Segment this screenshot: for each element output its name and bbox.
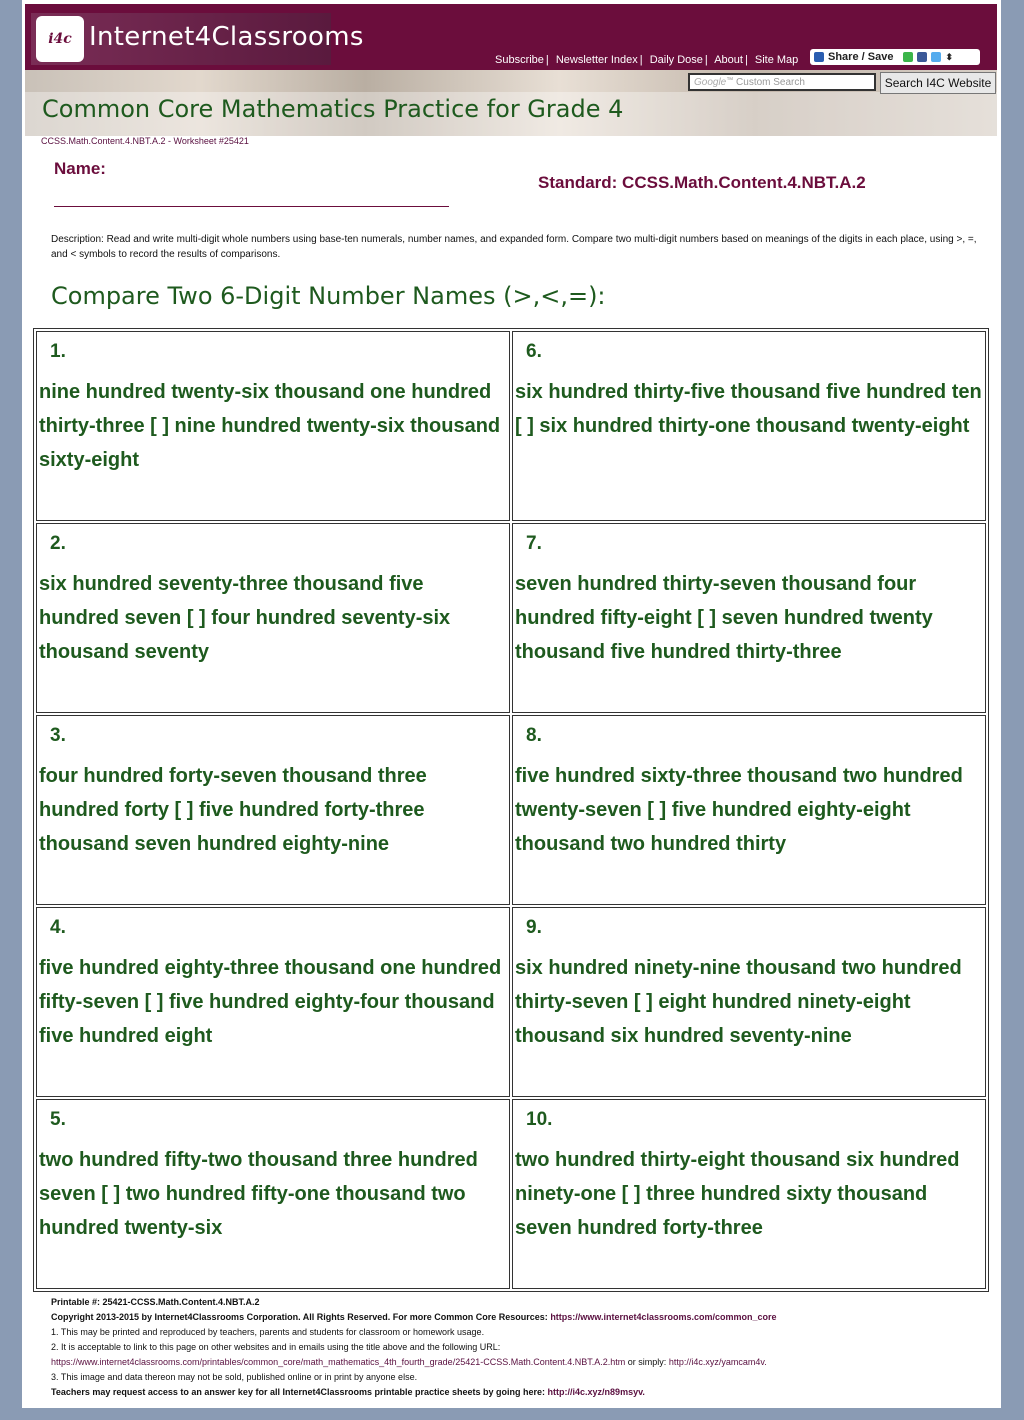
worksheet-page: [22, 0, 1001, 1408]
share-save-label: Share / Save: [828, 51, 894, 63]
problem-cell: [512, 715, 986, 905]
problem-cell: [512, 523, 986, 713]
search-input[interactable]: Google™ Custom Search: [688, 73, 876, 91]
logo-text: Internet4Classrooms: [89, 22, 364, 52]
problem-text: seven hundred thirty-seven thousand four hundred fifty-eight [ ] seven hundred twenty thousand five hundred thirty-three: [515, 573, 933, 663]
logo-badge-icon: i4c: [36, 16, 84, 62]
problem-cell: [36, 715, 510, 905]
name-line: [54, 206, 449, 207]
footer-teachers: Teachers may request access to an answer key for all Internet4Classrooms printable practice sheets by going here:: [51, 1387, 546, 1397]
problem-number: 9.: [526, 917, 542, 938]
nav-subscribe[interactable]: Subscribe: [495, 54, 544, 66]
nav-site-map[interactable]: Site Map: [754, 54, 799, 66]
footer-short-link[interactable]: http://i4c.xyz/yamcam4v.: [668, 1357, 767, 1367]
footer-common-core-link[interactable]: https://www.internet4classrooms.com/common_core: [550, 1312, 777, 1322]
share-email-icon: [903, 52, 913, 62]
problem-cell: [36, 331, 510, 521]
footer-or-simply: or simply:: [627, 1357, 667, 1367]
footer-url-line: [51, 1355, 991, 1370]
breadcrumb[interactable]: CCSS.Math.Content.4.NBT.A.2 - Worksheet #25421: [41, 136, 249, 146]
problem-cell: [512, 907, 986, 1097]
search-button[interactable]: Search I4C Website: [880, 72, 996, 94]
share-save-button[interactable]: [810, 49, 980, 65]
footer-printable: Printable #: 25421-CCSS.Math.Content.4.NBT.A.2: [51, 1297, 260, 1307]
page-title: Common Core Mathematics Practice for Grade 4: [42, 95, 624, 123]
facebook-icon: [917, 52, 927, 62]
problem-text: five hundred eighty-three thousand one hundred fifty-seven [ ] five hundred eighty-four thousand five hundred eight: [39, 957, 502, 1047]
problem-cell: [512, 331, 986, 521]
nav-daily-dose[interactable]: Daily Dose: [649, 54, 703, 66]
problem-number: 2.: [50, 533, 66, 554]
problem-number: 6.: [526, 341, 542, 362]
section-title: Compare Two 6-Digit Number Names (>,<,=):: [51, 282, 606, 310]
footer-line2: 2. It is acceptable to link to this page on other websites and in emails using the title above and the following URL:: [51, 1342, 501, 1352]
top-nav: Subscribe | Newsletter Index | Daily Dose | About | Site Map: [495, 54, 799, 66]
share-plus-icon: [814, 52, 824, 62]
problem-number: 1.: [50, 341, 66, 362]
site-header: [25, 4, 997, 70]
footer-copyright-line: [51, 1310, 991, 1325]
footer-teachers-line: [51, 1385, 991, 1400]
problem-number: 10.: [526, 1109, 553, 1130]
google-label: Google: [694, 77, 727, 88]
problem-text: six hundred thirty-five thousand five hundred ten [ ] six hundred thirty-one thousand twenty-eight: [515, 381, 982, 437]
standard-label: Standard: CCSS.Math.Content.4.NBT.A.2: [538, 173, 866, 192]
footer-worksheet-link[interactable]: https://www.internet4classrooms.com/printables/common_core/math_mathematics_4th_fourth_grade/25421-CCSS.Math.Content.4.NBT.A.2.htm: [51, 1357, 626, 1367]
footer-copyright: Copyright 2013-2015 by Internet4Classrooms Corporation. All Rights Reserved. For more Common Core Resources:: [51, 1312, 548, 1322]
problem-text: four hundred forty-seven thousand three hundred forty [ ] five hundred forty-three thousand seven hundred eighty-nine: [39, 765, 427, 855]
problem-text: six hundred ninety-nine thousand two hundred thirty-seven [ ] eight hundred ninety-eight thousand six hundred seventy-nine: [515, 957, 962, 1047]
problem-grid: [33, 328, 989, 1292]
twitter-icon: [931, 52, 941, 62]
site-logo[interactable]: [31, 13, 364, 65]
footer-line3: 3. This image and data thereon may not be sold, published online or in print by anyone else.: [51, 1372, 418, 1382]
problem-text: two hundred thirty-eight thousand six hundred ninety-one [ ] three hundred sixty thousand seven hundred forty-three: [515, 1149, 960, 1239]
problem-number: 4.: [50, 917, 66, 938]
problem-cell: [36, 907, 510, 1097]
problem-text: nine hundred twenty-six thousand one hundred thirty-three [ ] nine hundred twenty-six thousand sixty-eight: [39, 381, 501, 471]
problem-number: 5.: [50, 1109, 66, 1130]
description: Description: Read and write multi-digit whole numbers using base-ten numerals, number names, and expanded form. Compare two multi-digit numbers based on meanings of the digits in each place, using >, =, and < symbols to record the results of comparisons.: [51, 234, 977, 260]
footer: [51, 1295, 991, 1400]
problem-number: 3.: [50, 725, 66, 746]
problem-number: 8.: [526, 725, 542, 746]
name-label: Name:: [54, 159, 106, 178]
problem-text: six hundred seventy-three thousand five hundred seven [ ] four hundred seventy-six thousand seventy: [39, 573, 451, 663]
problem-text: five hundred sixty-three thousand two hundred twenty-seven [ ] five hundred eighty-eight thousand two hundred thirty: [515, 765, 963, 855]
nav-newsletter-index[interactable]: Newsletter Index: [555, 54, 638, 66]
nav-about[interactable]: About: [714, 54, 743, 66]
footer-line1: 1. This may be printed and reproduced by teachers, parents and students for classroom or homework usage.: [51, 1327, 485, 1337]
problem-cell: [36, 1099, 510, 1289]
problem-cell: [36, 523, 510, 713]
chevron-updown-icon: ⬍: [945, 51, 953, 62]
problem-cell: [512, 1099, 986, 1289]
footer-answer-key-link[interactable]: http://i4c.xyz/n89msyv.: [547, 1387, 645, 1397]
problem-number: 7.: [526, 533, 542, 554]
problem-text: two hundred fifty-two thousand three hundred seven [ ] two hundred fifty-one thousand two hundred twenty-six: [39, 1149, 478, 1239]
search-placeholder: Custom Search: [736, 77, 805, 88]
